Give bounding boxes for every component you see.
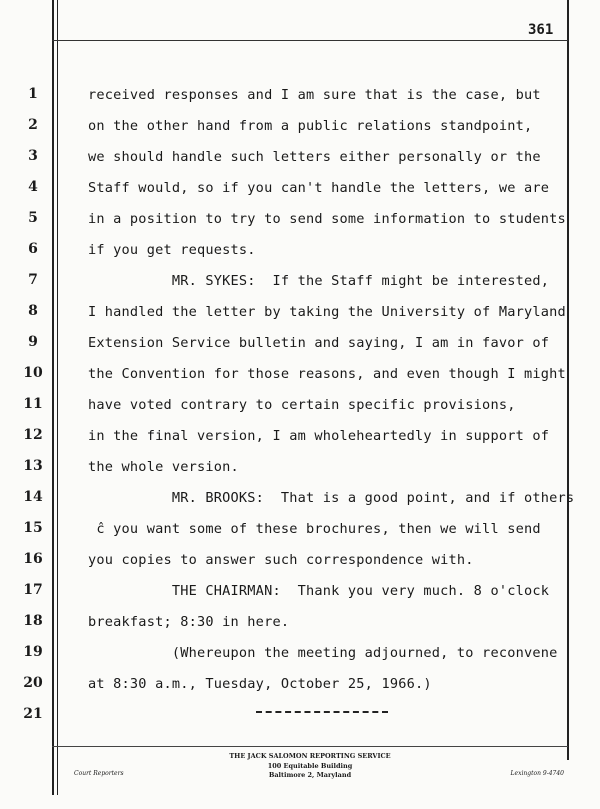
line-number: 14 bbox=[23, 489, 43, 505]
end-dash-line bbox=[256, 711, 388, 713]
transcript-line: Extension Service bulletin and saying, I am in favor of bbox=[88, 335, 550, 351]
line-number: 9 bbox=[28, 334, 38, 350]
line-number: 18 bbox=[23, 613, 43, 629]
transcript-line: in the final version, I am wholeheartedly in support of bbox=[88, 428, 550, 444]
line-number: 19 bbox=[23, 644, 43, 660]
footer-address-1: 100 Equitable Building bbox=[267, 762, 353, 770]
transcript-line: we should handle such letters either personally or the bbox=[88, 149, 541, 165]
transcript-line: you copies to answer such correspondence with. bbox=[88, 552, 474, 568]
line-number: 2 bbox=[28, 117, 38, 133]
line-number: 1 bbox=[28, 86, 38, 102]
line-number: 20 bbox=[23, 675, 43, 691]
page-footer bbox=[52, 748, 568, 796]
transcript-line: Staff would, so if you can't handle the letters, we are bbox=[88, 180, 550, 196]
page-number: 361 bbox=[528, 22, 554, 38]
line-number: 3 bbox=[28, 148, 38, 164]
header-rule bbox=[52, 40, 568, 41]
line-number: 8 bbox=[28, 303, 38, 319]
transcript-line: I handled the letter by taking the University of Maryland bbox=[88, 304, 566, 320]
transcript-line: received responses and I am sure that is the case, but bbox=[88, 87, 541, 103]
line-number: 21 bbox=[23, 706, 43, 722]
transcript-line: if you get requests. bbox=[88, 242, 256, 258]
right-margin-rule bbox=[567, 0, 569, 760]
transcript-line: ĉ you want some of these brochures, then we will send bbox=[88, 521, 541, 537]
transcript-line: (Whereupon the meeting adjourned, to reconvene bbox=[88, 645, 558, 661]
line-number: 17 bbox=[23, 582, 43, 598]
line-number: 10 bbox=[23, 365, 43, 381]
transcript-line: on the other hand from a public relations standpoint, bbox=[88, 118, 533, 134]
left-margin-rule-inner bbox=[57, 0, 58, 795]
line-number: 16 bbox=[23, 551, 43, 567]
transcript-line: MR. SYKES: If the Staff might be interested, bbox=[88, 273, 550, 289]
line-number: 15 bbox=[23, 520, 43, 536]
line-number: 11 bbox=[23, 396, 43, 412]
footer-rule bbox=[52, 746, 568, 747]
transcript-line: have voted contrary to certain specific provisions, bbox=[88, 397, 516, 413]
transcript-line: MR. BROOKS: That is a good point, and if others bbox=[88, 490, 575, 506]
transcript-line: at 8:30 a.m., Tuesday, October 25, 1966.) bbox=[88, 676, 432, 692]
footer-company: THE JACK SALOMON REPORTING SERVICE bbox=[229, 752, 391, 760]
footer-left-label: Court Reporters bbox=[74, 770, 124, 777]
transcript-line: breakfast; 8:30 in here. bbox=[88, 614, 290, 630]
line-number: 13 bbox=[23, 458, 43, 474]
left-margin-rule bbox=[52, 0, 54, 795]
transcript-line: in a position to try to send some information to students bbox=[88, 211, 566, 227]
transcript-line: the Convention for those reasons, and even though I might bbox=[88, 366, 566, 382]
line-number: 7 bbox=[28, 272, 38, 288]
footer-address-2: Baltimore 2, Maryland bbox=[268, 771, 352, 779]
line-number: 6 bbox=[28, 241, 38, 257]
line-number: 4 bbox=[28, 179, 38, 195]
line-number: 5 bbox=[28, 210, 38, 226]
transcript-line: the whole version. bbox=[88, 459, 239, 475]
transcript-line: THE CHAIRMAN: Thank you very much. 8 o'clock bbox=[88, 583, 550, 599]
line-number: 12 bbox=[23, 427, 43, 443]
footer-right-label: Lexington 9-4740 bbox=[510, 770, 564, 777]
